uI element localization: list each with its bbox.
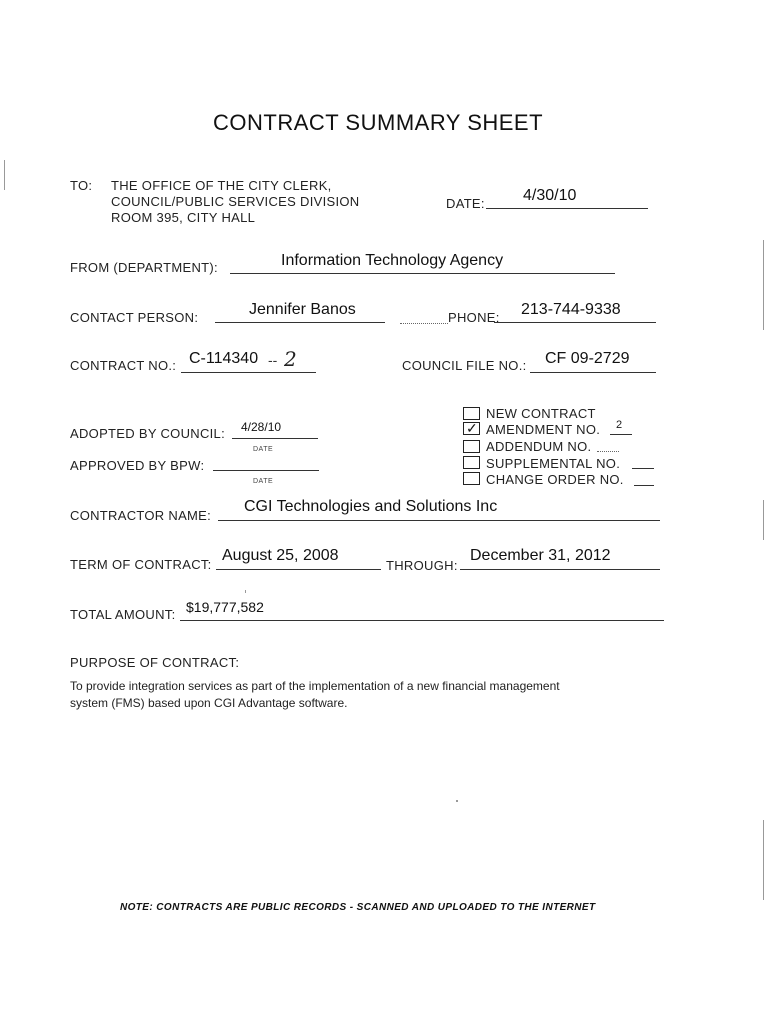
- purpose-label: PURPOSE OF CONTRACT:: [70, 655, 240, 670]
- purpose-line-2: system (FMS) based upon CGI Advantage software.: [70, 696, 348, 710]
- approved-label: APPROVED BY BPW:: [70, 458, 205, 473]
- contractor-underline: [218, 520, 660, 521]
- from-label: FROM (DEPARTMENT):: [70, 260, 218, 275]
- supplemental-underline: [632, 468, 654, 469]
- checkbox-change-order[interactable]: [463, 472, 480, 485]
- scan-speck: [245, 590, 246, 593]
- date-label: DATE:: [446, 196, 485, 211]
- phone-label: PHONE:: [448, 310, 500, 325]
- to-line-3: ROOM 395, CITY HALL: [111, 210, 256, 225]
- adopted-label: ADOPTED BY COUNCIL:: [70, 426, 225, 441]
- from-value[interactable]: Information Technology Agency: [281, 252, 504, 269]
- to-label: TO:: [70, 178, 93, 193]
- total-amount-underline: [180, 620, 664, 621]
- contract-no-value[interactable]: C-114340: [189, 350, 259, 367]
- from-underline: [230, 273, 615, 274]
- amendment-underline: [610, 434, 632, 435]
- contact-person-underline: [215, 322, 385, 323]
- checkbox-new-contract[interactable]: [463, 407, 480, 420]
- adopted-date-sublabel: DATE: [253, 446, 274, 453]
- option-label: ADDENDUM NO.: [486, 439, 592, 454]
- to-line-2: COUNCIL/PUBLIC SERVICES DIVISION: [111, 194, 360, 209]
- contract-no-dash: --: [268, 352, 278, 368]
- term-start-underline: [216, 569, 381, 570]
- council-file-underline: [530, 372, 656, 373]
- date-underline: [486, 208, 648, 209]
- checkbox-amendment[interactable]: [463, 422, 480, 435]
- council-file-value[interactable]: CF 09-2729: [545, 350, 630, 367]
- scan-edge-artifact: [763, 240, 764, 330]
- total-amount-value[interactable]: $19,777,582: [186, 599, 264, 615]
- purpose-line-1: To provide integration services as part of the implementation of a new financial management: [70, 679, 560, 693]
- option-label: NEW CONTRACT: [486, 406, 596, 421]
- scan-edge-artifact: [4, 160, 5, 190]
- page-title: CONTRACT SUMMARY SHEET: [213, 110, 544, 135]
- scan-edge-artifact: [763, 820, 764, 900]
- approved-underline: [213, 470, 319, 471]
- checkmark-icon: ✓: [466, 420, 478, 436]
- date-value[interactable]: 4/30/10: [523, 187, 577, 204]
- council-file-label: COUNCIL FILE NO.:: [402, 358, 527, 373]
- approved-date-sublabel: DATE: [253, 478, 274, 485]
- adopted-underline: [232, 438, 318, 439]
- checkbox-supplemental[interactable]: [463, 456, 480, 469]
- term-start-value[interactable]: August 25, 2008: [222, 547, 339, 564]
- amendment-number[interactable]: 2: [616, 419, 623, 431]
- through-label: THROUGH:: [386, 558, 458, 573]
- contract-no-handwritten: 2: [284, 347, 297, 371]
- contractor-value[interactable]: CGI Technologies and Solutions Inc: [244, 498, 498, 515]
- contract-no-underline: [181, 372, 316, 373]
- scan-speck: [456, 800, 458, 802]
- contract-no-label: CONTRACT NO.:: [70, 358, 177, 373]
- phone-underline: [494, 322, 656, 323]
- term-label: TERM OF CONTRACT:: [70, 557, 212, 572]
- to-line-1: THE OFFICE OF THE CITY CLERK,: [111, 178, 332, 193]
- adopted-value[interactable]: 4/28/10: [241, 420, 282, 434]
- total-amount-label: TOTAL AMOUNT:: [70, 607, 176, 622]
- phone-value[interactable]: 213-744-9338: [521, 301, 621, 318]
- contact-person-value[interactable]: Jennifer Banos: [249, 301, 356, 318]
- checkbox-addendum[interactable]: [463, 440, 480, 453]
- scan-edge-artifact: [763, 500, 764, 540]
- contact-person-label: CONTACT PERSON:: [70, 310, 199, 325]
- phone-leader: [400, 323, 448, 324]
- option-label: CHANGE ORDER NO.: [486, 472, 624, 487]
- addendum-underline: [597, 451, 619, 452]
- option-label: AMENDMENT NO.: [486, 422, 601, 437]
- change-order-underline: [634, 485, 654, 486]
- term-end-underline: [460, 569, 660, 570]
- contractor-label: CONTRACTOR NAME:: [70, 508, 212, 523]
- option-label: SUPPLEMENTAL NO.: [486, 456, 621, 471]
- term-end-value[interactable]: December 31, 2012: [470, 547, 611, 564]
- footer-note: NOTE: CONTRACTS ARE PUBLIC RECORDS - SCANNED AND UPLOADED TO THE INTERNET: [120, 902, 596, 913]
